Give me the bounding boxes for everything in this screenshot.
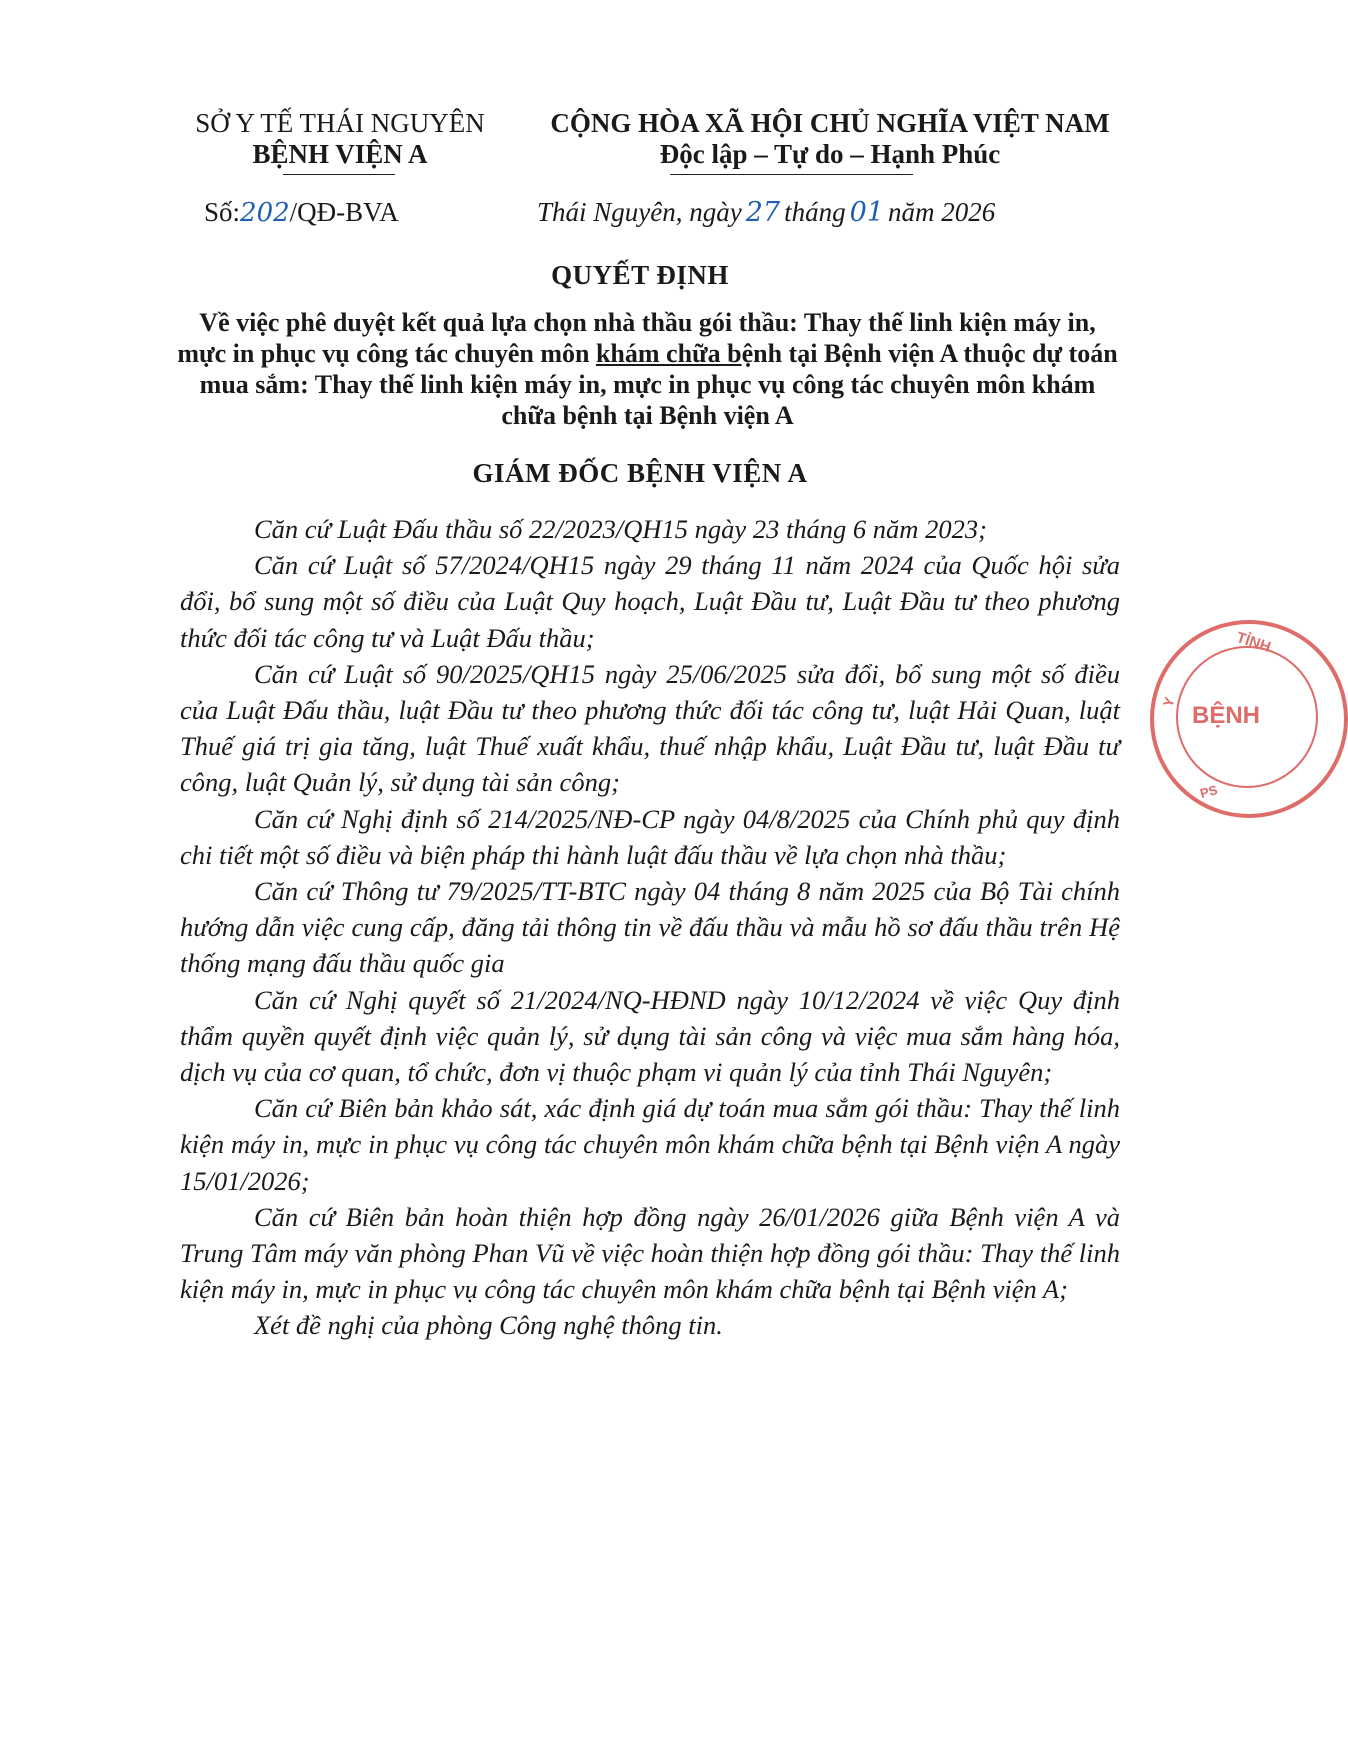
date-day: 27 [745, 197, 781, 228]
document-title: QUYẾT ĐỊNH [551, 260, 729, 290]
number-suffix: /QĐ-BVA [289, 197, 399, 227]
number-handwritten: 202 [240, 198, 290, 228]
issuing-authority: GIÁM ĐỐC BỆNH VIỆN A [472, 458, 808, 488]
seal-text-left: Y [1159, 694, 1178, 710]
consideration-paragraph: Xét đề nghị của phòng Công nghệ thông tin. [254, 1310, 723, 1341]
red-seal-stamp [1150, 620, 1348, 818]
number-prefix: Số: [204, 197, 241, 227]
document-date [537, 195, 995, 230]
agency-name: SỞ Y TẾ THÁI NGUYÊN [195, 108, 485, 138]
date-month: 01 [849, 197, 884, 228]
date-part2: tháng [784, 197, 846, 227]
basis-paragraph-3: Căn cứ Luật số 90/2025/QH15 ngày 25/06/2025 sửa đổi, bổ sung một số điều của Luật Đấu thầu, luật Đầu tư theo phương thức đối tác công tư, luật Hải Quan, luật Thuế giá trị gia tăng, luật Thuế xuất khẩu, thuế nhập khẩu, Luật Đầu tư, luật Đầu tư công, luật Quản lý, sử dụng tài sản công; [180, 658, 1120, 798]
hospital-name: BỆNH VIỆN A [252, 139, 428, 169]
subject-part2: ệnh tại Bệnh viện A thuộc dự toán mua sắm: Thay thế linh kiện máy in, mực in phục vụ công tác chuyên môn khám chữa bệnh tại Bệnh viện A [199, 339, 1118, 430]
legal-basis [180, 511, 1120, 1344]
basis-paragraph-1: Căn cứ Luật Đấu thầu số 22/2023/QH15 ngày 23 tháng 6 năm 2023; [254, 514, 987, 544]
basis-paragraph-7: Căn cứ Biên bản khảo sát, xác định giá dự toán mua sắm gói thầu: Thay thế linh kiện máy in, mực in phục vụ công tác chuyên môn khám chữa bệnh tại Bệnh viện A ngày 15/01/2026; [180, 1093, 1120, 1196]
date-part3: năm 2026 [887, 197, 996, 227]
seal-text-top: TỈNH [1234, 629, 1273, 656]
basis-paragraph-8: Căn cứ Biên bản hoàn thiện hợp đồng ngày 26/01/2026 giữa Bệnh viện A và Trung Tâm máy văn phòng Phan Vũ về việc hoàn thiện hợp đồng gói thầu: Thay thế linh kiện máy in, mực in phục vụ công tác chuyên môn khám chữa bệnh tại Bệnh viện A; [180, 1201, 1120, 1305]
subject-part1: Về việc phê duyệt kết quả lựa chọn nhà thầu gói thầu: Thay thế linh kiện máy in, mực in phục vụ công tác chuyên môn [177, 308, 1096, 368]
basis-paragraph-5: Căn cứ Thông tư 79/2025/TT-BTC ngày 04 tháng 8 năm 2025 của Bộ Tài chính hướng dẫn việc cung cấp, đăng tải thông tin về đấu thầu và mẫu hồ sơ đấu thầu trên Hệ thống mạng đấu thầu quốc gia [180, 876, 1120, 979]
subject-underlined: khám chữa b [595, 339, 742, 368]
national-title: CỘNG HÒA XÃ HỘI CHỦ NGHĨA VIỆT NAM [550, 108, 1110, 138]
left-header-rule [283, 174, 395, 175]
document-number [204, 195, 399, 230]
seal-text-mid: BỆNH [1192, 702, 1261, 729]
basis-paragraph-6: Căn cứ Nghị quyết số 21/2024/NQ-HĐND ngày 10/12/2024 về việc Quy định thẩm quyền quyết định việc quản lý, sử dụng tài sản công và việc mua sắm hàng hóa, dịch vụ của cơ quan, tổ chức, đơn vị thuộc phạm vi quản lý của tỉnh Thái Nguyên; [180, 984, 1120, 1088]
basis-paragraph-4: Căn cứ Nghị định số 214/2025/NĐ-CP ngày 04/8/2025 của Chính phủ quy định chi tiết một số điều và biện pháp thi hành luật đấu thầu về lựa chọn nhà thầu; [180, 803, 1120, 870]
seal-text-bottom: PS [1198, 782, 1219, 801]
national-motto: Độc lập – Tự do – Hạnh Phúc [659, 139, 1001, 169]
right-header-rule [670, 174, 913, 175]
basis-paragraph-2: Căn cứ Luật số 57/2024/QH15 ngày 29 tháng 11 năm 2024 của Quốc hội sửa đổi, bổ sung một số điều của Luật Quy hoạch, Luật Đầu tư, Luật Đầu tư theo phương thức đối tác công tư và Luật Đấu thầu; [180, 550, 1120, 653]
document-subject [175, 307, 1120, 431]
date-part1: Thái Nguyên, ngày [537, 197, 742, 227]
